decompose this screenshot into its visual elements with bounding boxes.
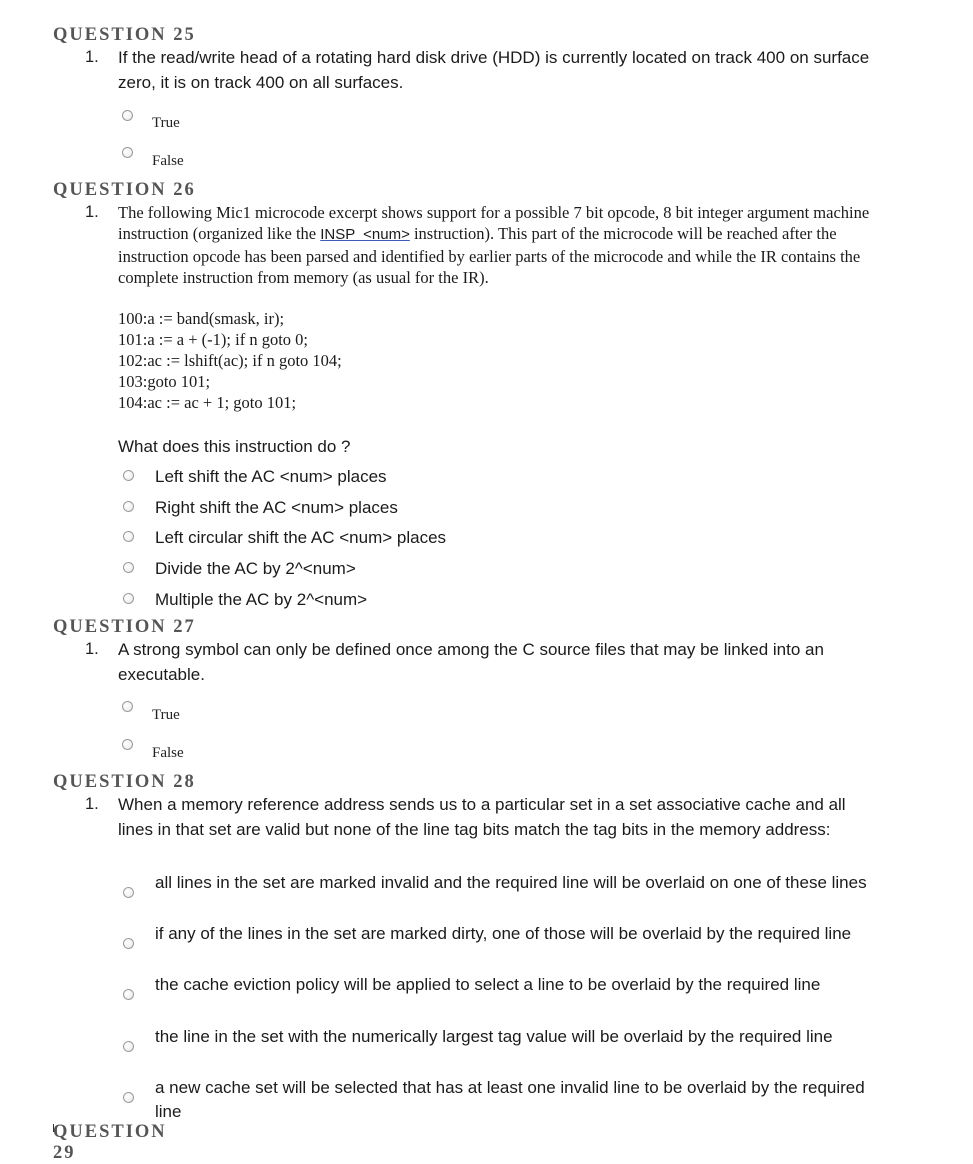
q28-radio-1[interactable] xyxy=(123,887,134,898)
q28-radio-4[interactable] xyxy=(123,1041,134,1052)
q28-radio-5[interactable] xyxy=(123,1092,134,1103)
q26-option-4: Divide the AC by 2^<num> xyxy=(155,559,356,578)
question-29-heading-clipped: QUESTION 29 xyxy=(53,1122,167,1163)
question-26-heading: QUESTION 26 xyxy=(53,180,196,200)
q28-radio-3[interactable] xyxy=(123,989,134,1000)
q25-radio-true[interactable] xyxy=(122,110,133,121)
q28-radio-2[interactable] xyxy=(123,938,134,949)
code-line-102: 102:ac := lshift(ac); if n goto 104; xyxy=(118,351,342,370)
q28-option-2: if any of the lines in the set are marked dirty, one of those will be overlaid by the required line xyxy=(155,924,852,943)
q26-option-2: Right shift the AC <num> places xyxy=(155,498,398,517)
code-line-100: 100:a := band(smask, ir); xyxy=(118,309,285,328)
q28-option-1: all lines in the set are marked invalid and the required line will be overlaid on one of these lines xyxy=(155,873,867,892)
q25-option-true: True xyxy=(152,115,180,131)
q26-radio-3[interactable] xyxy=(123,531,134,542)
question-26-prompt: What does this instruction do ? xyxy=(118,437,351,456)
question-27-text: A strong symbol can only be defined once among the C source files that may be linked into an executable. xyxy=(118,640,824,684)
question-25-number: 1. xyxy=(85,48,99,66)
q26-option-1: Left shift the AC <num> places xyxy=(155,467,387,486)
q25-option-false: False xyxy=(152,153,184,169)
question-25-heading: QUESTION 25 xyxy=(53,25,196,45)
question-25-text: If the read/write head of a rotating hard disk drive (HDD) is currently located on track 400 on surface zero, it is on track 400 on all surfaces. xyxy=(118,48,870,92)
q27-option-false: False xyxy=(152,745,184,761)
question-27-number: 1. xyxy=(85,640,99,658)
q27-option-true: True xyxy=(152,707,180,723)
question-28-number: 1. xyxy=(85,795,99,813)
q26-radio-1[interactable] xyxy=(123,470,134,481)
q26-radio-4[interactable] xyxy=(123,562,134,573)
question-26-text: The following Mic1 microcode excerpt shows support for a possible 7 bit opcode, 8 bit integer argument machine instruction (organized like the INSP <num> instruction). This part of the microcode will be reached after the instruction opcode has been parsed and identified by earlier parts of the microcode and while the IR contains the complete instruction from memory (as usual for the IR). xyxy=(118,203,870,288)
q27-radio-false[interactable] xyxy=(122,739,133,750)
q26-radio-2[interactable] xyxy=(123,501,134,512)
q28-option-5: a new cache set will be selected that has at least one invalid line to be overlaid by the required line xyxy=(155,1078,865,1121)
question-27-heading: QUESTION 27 xyxy=(53,617,196,637)
code-line-103: 103:goto 101; xyxy=(118,372,211,391)
code-line-104: 104:ac := ac + 1; goto 101; xyxy=(118,393,297,412)
q26-option-5: Multiple the AC by 2^<num> xyxy=(155,590,368,609)
q27-radio-true[interactable] xyxy=(122,701,133,712)
q26-option-3: Left circular shift the AC <num> places xyxy=(155,528,447,547)
q28-option-3: the cache eviction policy will be applied to select a line to be overlaid by the required line xyxy=(155,975,821,994)
q28-option-4: the line in the set with the numerically largest tag value will be overlaid by the required line xyxy=(155,1027,833,1046)
question-28-heading: QUESTION 28 xyxy=(53,772,196,792)
q25-radio-false[interactable] xyxy=(122,147,133,158)
question-26-number: 1. xyxy=(85,203,99,221)
code-line-101: 101:a := a + (-1); if n goto 0; xyxy=(118,330,308,349)
insp-instruction-text: INSP <num> xyxy=(320,226,410,244)
q26-radio-5[interactable] xyxy=(123,593,134,604)
question-28-text: When a memory reference address sends us to a particular set in a set associative cache and all lines in that set are valid but none of the line tag bits match the tag bits in the memory address: xyxy=(118,795,846,839)
